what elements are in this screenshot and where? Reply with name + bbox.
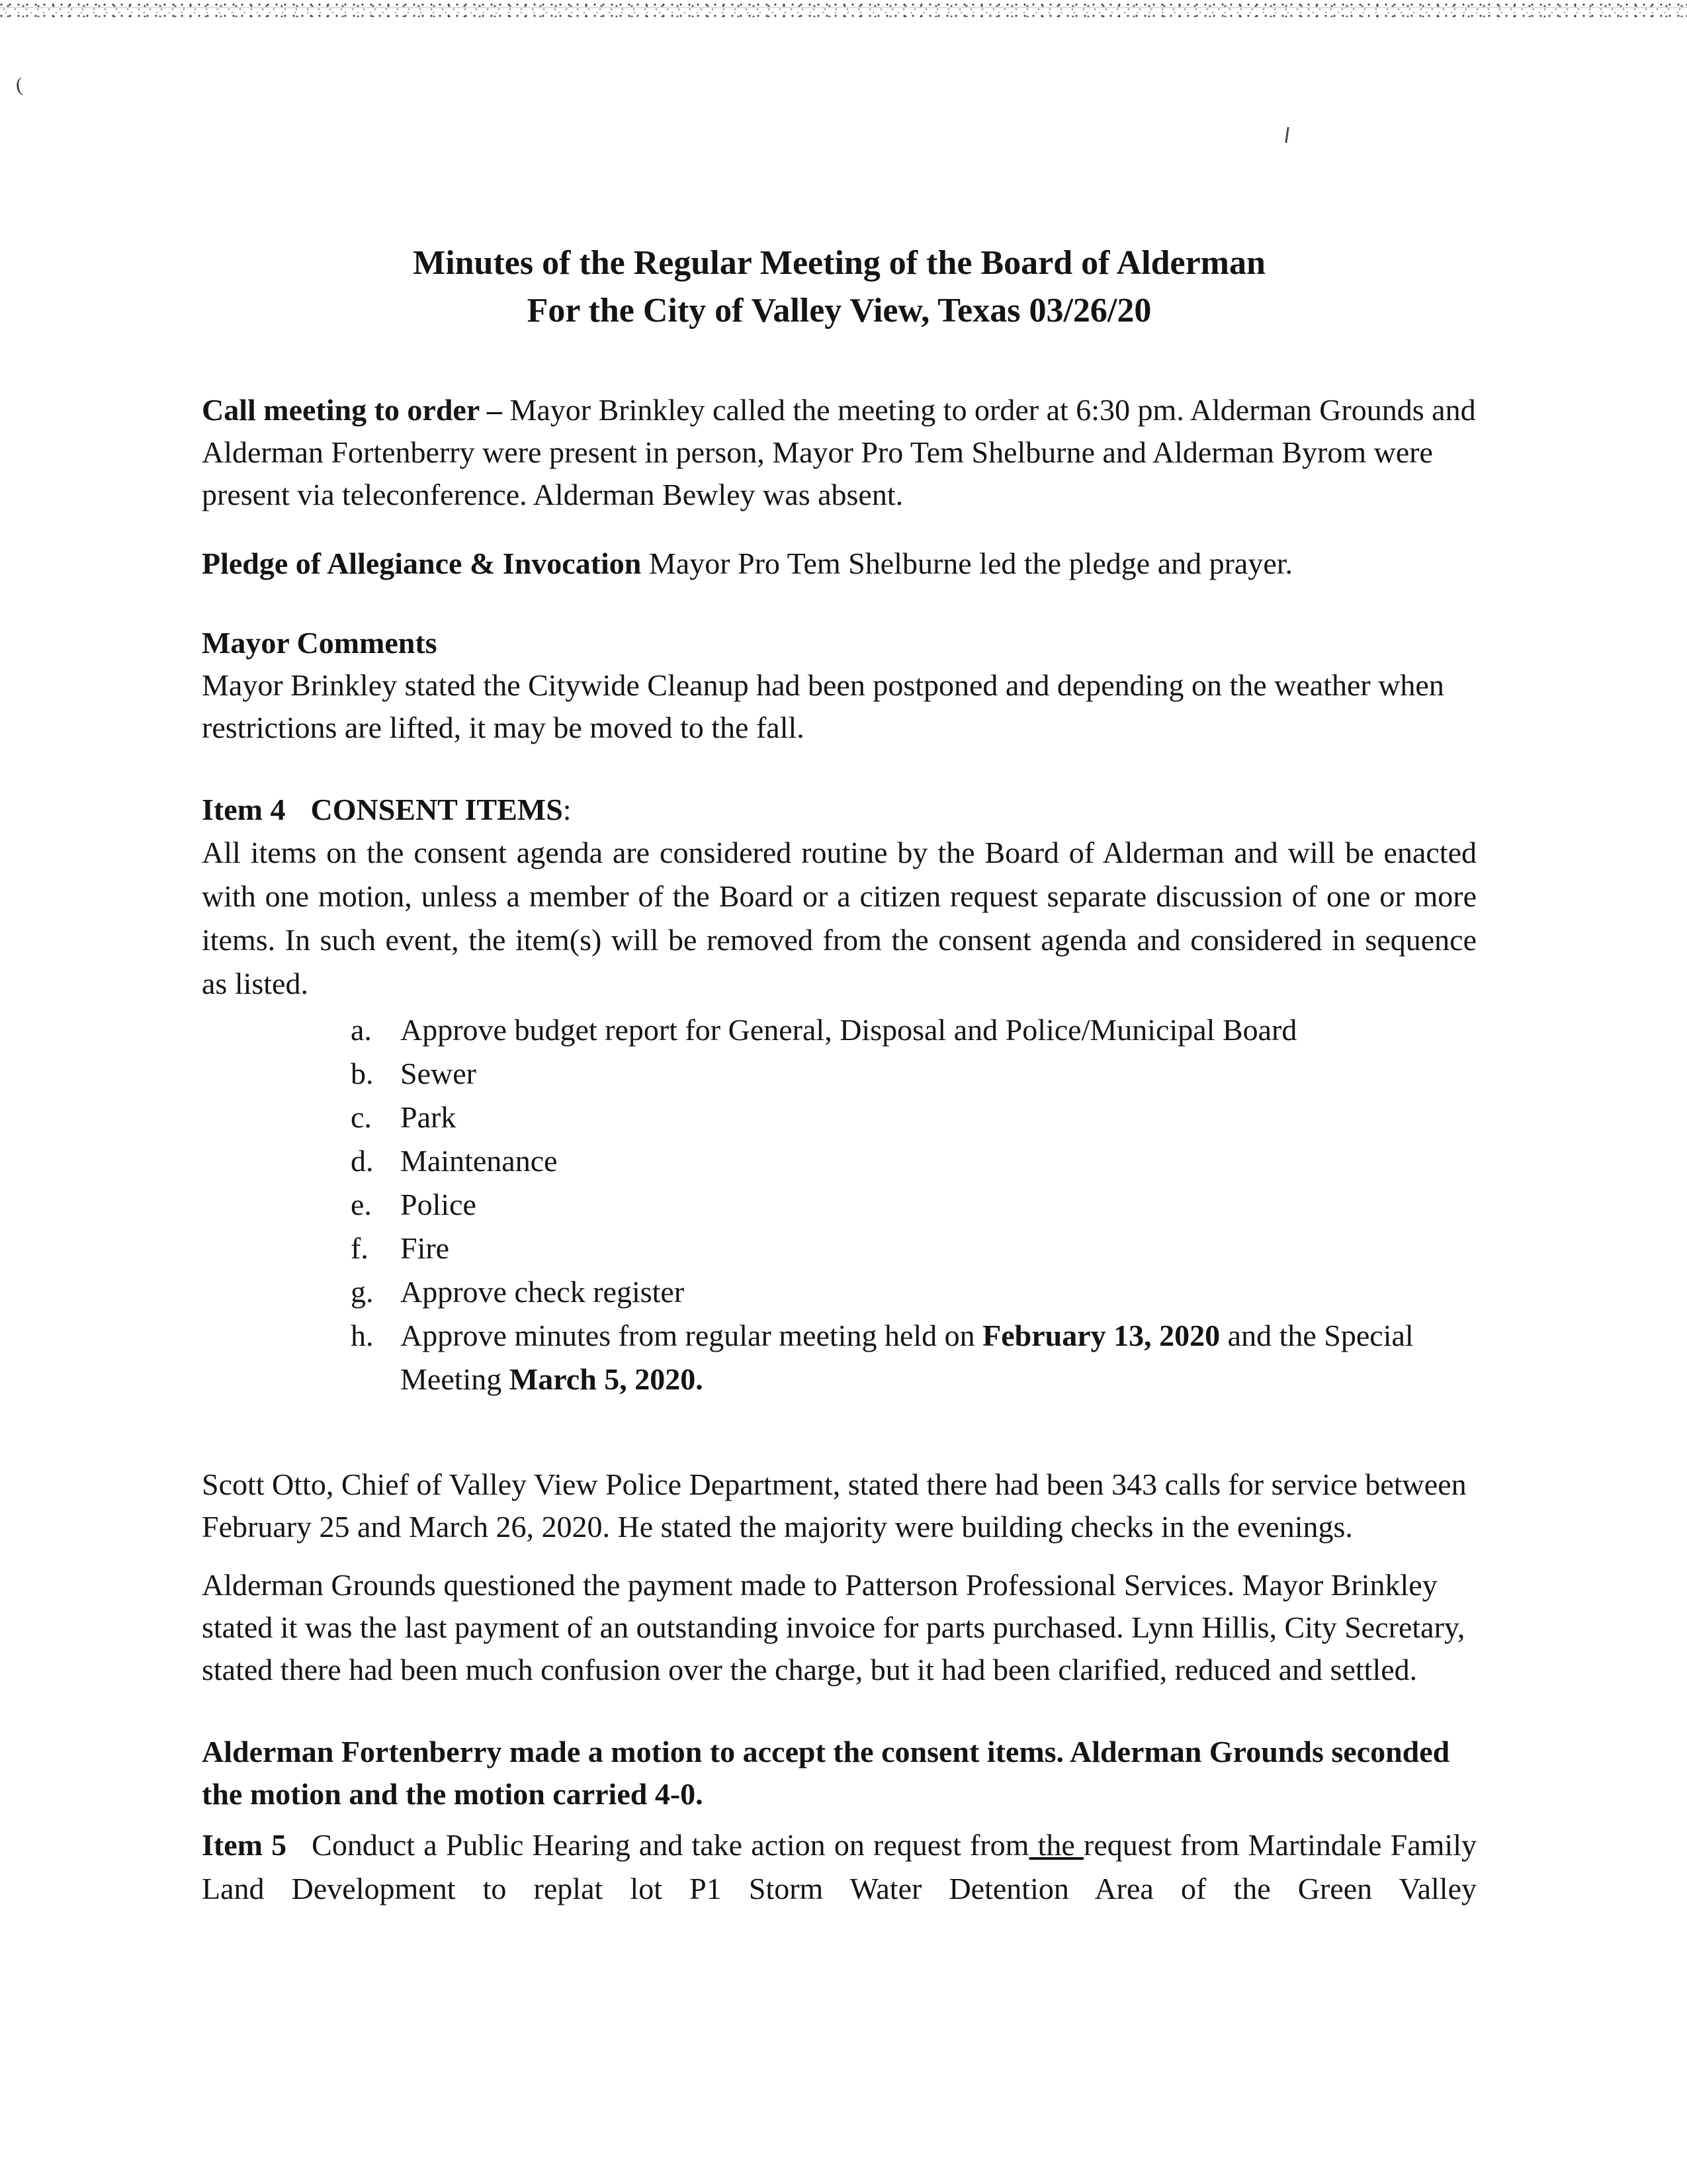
item4-label: Item 4: [202, 793, 286, 826]
consent-item-text: Park: [400, 1100, 456, 1134]
pledge-body: Mayor Pro Tem Shelburne led the pledge and prayer.: [648, 546, 1293, 580]
consent-item-text: Fire: [400, 1231, 450, 1265]
consent-item-h-pre: Approve minutes from regular meeting held on: [400, 1319, 983, 1352]
document-title-line-2: For the City of Valley View, Texas 03/26/20: [527, 292, 1152, 329]
item4-body: All items on the consent agenda are considered routine by the Board of Alderman and will be enacted with one motion, unless a member of the Board or a citizen request separate discussion of one or more items. In such event, the item(s) will be removed from the consent agenda and considered in sequence as listed.: [202, 836, 1477, 1000]
paragraph-item5: [202, 1823, 1477, 1911]
consent-item-a: [202, 1008, 1477, 1052]
consent-item-letter: h.: [351, 1319, 374, 1352]
call-to-order-body: Mayor Brinkley called the meeting to order at 6:30 pm. Alderman Grounds and Alderman Fortenberry were present in person, Mayor Pro Tem Shelburne and Alderman Byrom were present via teleconference. Alderman Bewley was absent.: [202, 393, 1476, 511]
item5-label: Item 5: [202, 1828, 287, 1862]
consent-item-letter: a.: [351, 1013, 372, 1047]
consent-item-h-date-1: February 13, 2020: [982, 1319, 1221, 1352]
paragraph-pledge: [202, 543, 1477, 585]
document-title-line-1: Minutes of the Regular Meeting of the Board of Alderman: [413, 244, 1266, 282]
consent-item-h: [202, 1314, 1477, 1401]
item4-colon: :: [562, 793, 572, 826]
item5-text-post: request from Martindale Family Land Development to replat lot P1 Storm Water Detention Area of the Green Valley: [202, 1828, 1477, 1905]
consent-item-letter: g.: [351, 1275, 374, 1309]
consent-item-e: [202, 1183, 1477, 1227]
consent-item-text: [400, 1319, 1414, 1396]
consent-item-c: [202, 1096, 1477, 1139]
mayor-comments-body: Mayor Brinkley stated the Citywide Cleanup had been postponed and depending on the weather when restrictions are lifted, it may be moved to the fall.: [202, 668, 1444, 744]
consent-item-f: [202, 1227, 1477, 1270]
item4-heading-line: [202, 789, 1477, 831]
consent-item-b: [202, 1052, 1477, 1096]
consent-item-letter: d.: [351, 1144, 374, 1178]
document-title: [202, 240, 1477, 335]
consent-item-letter: e.: [351, 1188, 372, 1221]
pledge-lead: Pledge of Allegiance & Invocation: [202, 546, 642, 580]
consent-item-text: Maintenance: [400, 1144, 558, 1178]
scan-artifact-mark: (: [15, 73, 24, 97]
item5-underlined-word: the: [1029, 1828, 1084, 1862]
consent-item-g: [202, 1270, 1477, 1314]
consent-item-letter: f.: [351, 1231, 368, 1265]
consent-item-text: Approve budget report for General, Disposal and Police/Municipal Board: [400, 1013, 1297, 1047]
call-to-order-lead: Call meeting to order –: [202, 393, 502, 427]
paragraph-payment-discussion: Alderman Grounds questioned the payment made to Patterson Professional Services. Mayor Brinkley stated it was the last payment of an outstanding invoice for parts purchased. Lynn Hillis, City Secretary, stated there had been much confusion over the charge, but it had been clarified, reduced and settled.: [202, 1568, 1465, 1686]
paragraph-police-report: Scott Otto, Chief of Valley View Police Department, stated there had been 343 calls for service between February 25 and March 26, 2020. He stated the majority were building checks in the evenings.: [202, 1467, 1467, 1544]
consent-items-list: [202, 1008, 1477, 1401]
consent-item-h-date-2: March 5, 2020.: [509, 1362, 703, 1396]
item5-text-pre: Conduct a Public Hearing and take action on request from: [312, 1828, 1029, 1862]
consent-item-h-mid: and the Special Meeting: [400, 1319, 1414, 1396]
consent-item-text: Police: [400, 1188, 476, 1221]
mayor-comments-heading: Mayor Comments: [202, 626, 437, 660]
consent-item-text: Approve check register: [400, 1275, 685, 1309]
paragraph-call-to-order: [202, 389, 1477, 516]
consent-item-letter: b.: [351, 1057, 374, 1090]
consent-item-d: [202, 1139, 1477, 1183]
consent-item-text: Sewer: [400, 1057, 476, 1090]
consent-item-letter: c.: [351, 1100, 372, 1134]
item4-heading: CONSENT ITEMS: [310, 793, 563, 826]
paragraph-motion: Alderman Fortenberry made a motion to accept the consent items. Alderman Grounds seconded the motion and the motion carried 4-0.: [202, 1735, 1450, 1811]
